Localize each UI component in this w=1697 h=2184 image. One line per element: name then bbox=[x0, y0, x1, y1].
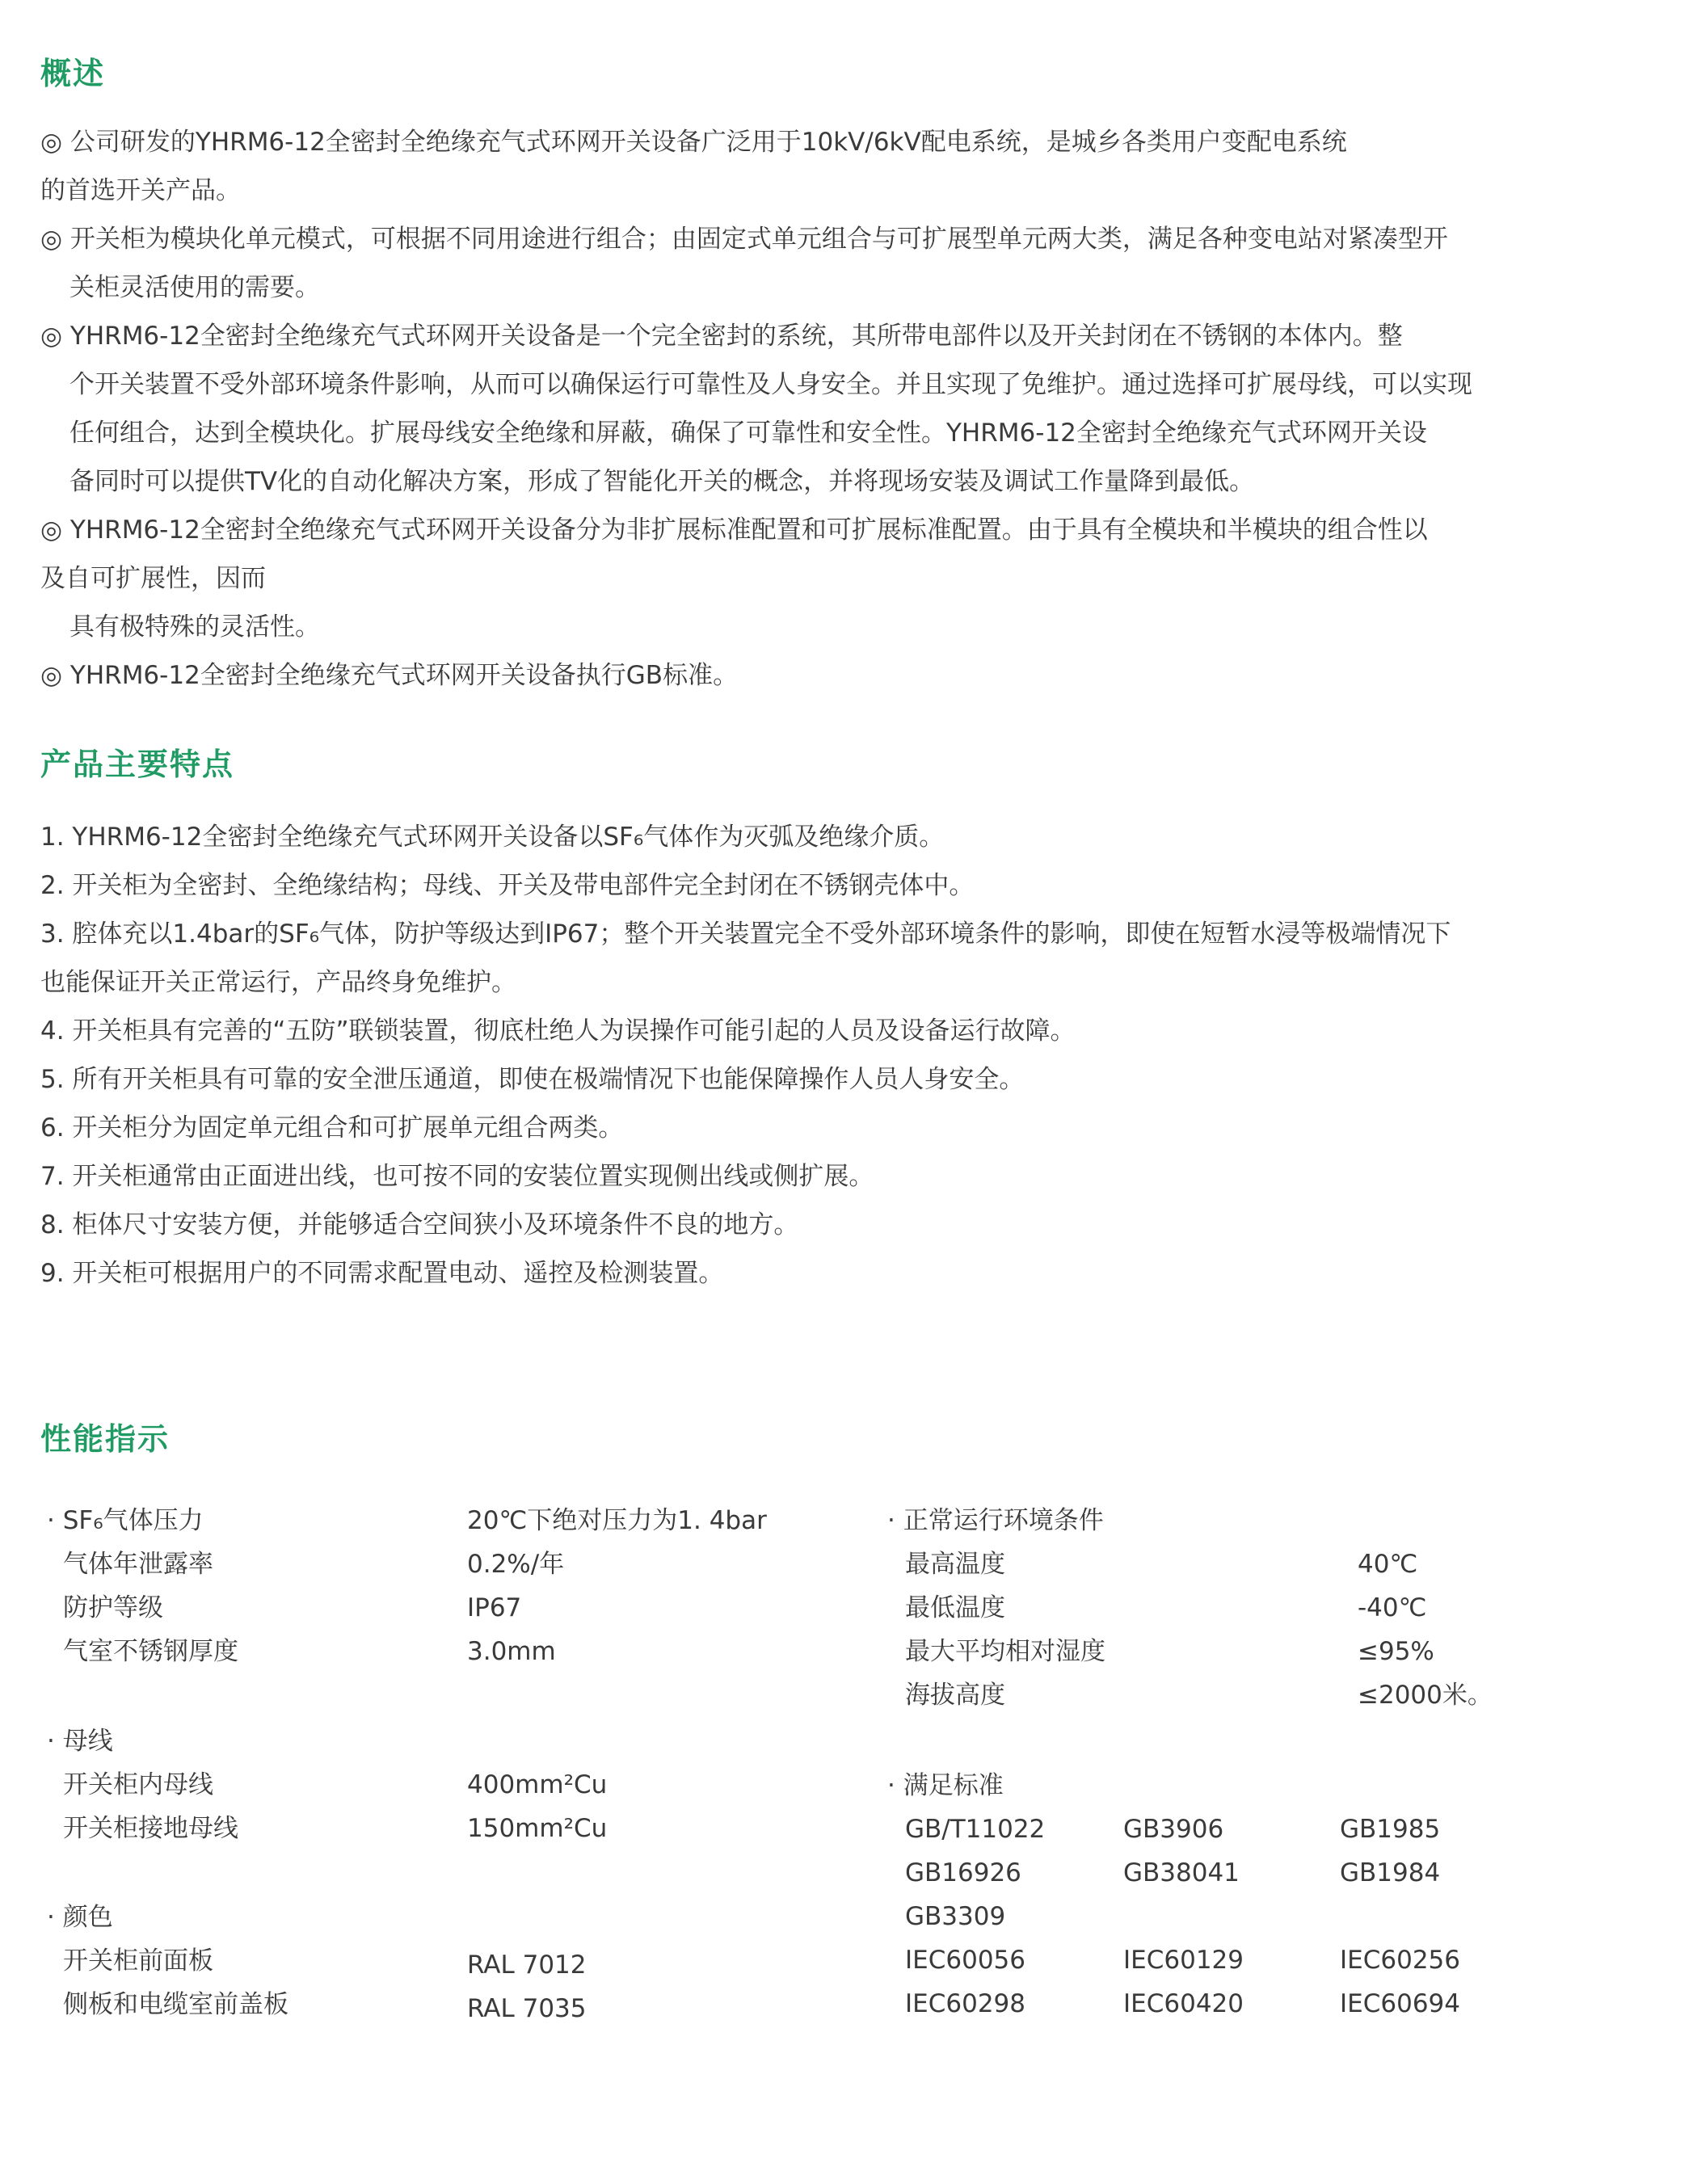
steel-thickness-value: 3.0mm bbox=[467, 1637, 556, 1666]
feature-line-9: 9. 开关柜可根据用户的不同需求配置电动、遥控及检测装置。 bbox=[40, 1259, 724, 1288]
feature-line-8: 8. 柜体尺寸安装方便，并能够适合空间狭小及环境条件不良的地方。 bbox=[40, 1210, 799, 1239]
feature-line-5: 5. 所有开关柜具有可靠的安全泄压通道，即使在极端情况下也能保障操作人员人身安全。 bbox=[40, 1065, 1025, 1094]
ground-busbar-value: 150mm²Cu bbox=[467, 1814, 608, 1843]
standard-item: IEC60298 bbox=[905, 1989, 1025, 2018]
gas-pressure-value: 20℃下绝对压力为1. 4bar bbox=[467, 1506, 767, 1535]
feature-line-6: 6. 开关柜分为固定单元组合和可扩展单元组合两类。 bbox=[40, 1113, 624, 1142]
gas-leak-label: 气体年泄露率 bbox=[63, 1550, 213, 1579]
overview-item-2-line-1: ◎ 开关柜为模块化单元模式，可根据不同用途进行组合；由固定式单元组合与可扩展型单元两大类，满足各种变电站对紧凑型开 bbox=[40, 225, 1448, 254]
overview-title: 概述 bbox=[40, 56, 106, 91]
inner-busbar-label: 开关柜内母线 bbox=[63, 1770, 213, 1799]
min-temp-value: -40℃ bbox=[1358, 1593, 1427, 1622]
features-title: 产品主要特点 bbox=[40, 747, 235, 782]
overview-item-3-line-3: 任何组合，达到全模块化。扩展母线安全绝缘和屏蔽，确保了可靠性和安全性。YHRM6-12全密封全绝缘充气式环网开关设 bbox=[69, 419, 1427, 448]
overview-item-3-line-2: 个开关装置不受外部环境条件影响，从而可以确保运行可靠性及人身安全。并且实现了免维护。通过选择可扩展母线，可以实现 bbox=[69, 370, 1472, 399]
altitude-label: 海拔高度 bbox=[905, 1681, 1005, 1710]
feature-line-3-cont: 也能保证开关正常运行，产品终身免维护。 bbox=[40, 968, 516, 997]
humidity-value: ≤95% bbox=[1358, 1637, 1434, 1666]
standard-item: IEC60256 bbox=[1340, 1946, 1460, 1975]
inner-busbar-value: 400mm²Cu bbox=[467, 1770, 608, 1799]
standard-item: IEC60420 bbox=[1123, 1989, 1244, 2018]
overview-item-1-line-1: ◎ 公司研发的YHRM6-12全密封全绝缘充气式环网开关设备广泛用于10kV/6kV配电系统，是城乡各类用户变配电系统 bbox=[40, 128, 1347, 157]
standard-item: GB/T11022 bbox=[905, 1815, 1046, 1844]
busbar-header: · 母线 bbox=[47, 1727, 113, 1756]
side-panel-label: 侧板和电缆室前盖板 bbox=[63, 1990, 288, 2019]
altitude-value: ≤2000米。 bbox=[1358, 1681, 1493, 1710]
feature-line-1: 1. YHRM6-12全密封全绝缘充气式环网开关设备以SF₆气体作为灭弧及绝缘介质。 bbox=[40, 823, 945, 852]
min-temp-label: 最低温度 bbox=[905, 1593, 1005, 1622]
color-header: · 颜色 bbox=[47, 1903, 113, 1932]
standard-item: GB1984 bbox=[1340, 1858, 1441, 1887]
protection-value: IP67 bbox=[467, 1593, 522, 1622]
side-panel-value: RAL 7035 bbox=[467, 1994, 587, 2023]
standard-item: IEC60129 bbox=[1123, 1946, 1244, 1975]
feature-line-4: 4. 开关柜具有完善的“五防”联锁装置，彻底杜绝人为误操作可能引起的人员及设备运行故障。 bbox=[40, 1016, 1076, 1046]
standard-item: GB3906 bbox=[1123, 1815, 1224, 1844]
overview-item-1-line-2: 的首选开关产品。 bbox=[40, 176, 241, 205]
feature-line-2: 2. 开关柜为全密封、全绝缘结构；母线、开关及带电部件完全封闭在不锈钢壳体中。 bbox=[40, 871, 975, 900]
standard-item: GB16926 bbox=[905, 1858, 1021, 1887]
overview-item-4-line-2: 及自可扩展性，因而 bbox=[40, 564, 266, 593]
overview-item-5-line-1: ◎ YHRM6-12全密封全绝缘充气式环网开关设备执行GB标准。 bbox=[40, 661, 739, 690]
standard-item: GB38041 bbox=[1123, 1858, 1240, 1887]
humidity-label: 最大平均相对湿度 bbox=[905, 1637, 1105, 1666]
max-temp-value: 40℃ bbox=[1358, 1550, 1418, 1579]
standard-item: IEC60056 bbox=[905, 1946, 1025, 1975]
front-panel-value: RAL 7012 bbox=[467, 1950, 587, 1980]
steel-thickness-label: 气室不锈钢厚度 bbox=[63, 1637, 238, 1666]
overview-item-4-line-3: 具有极特殊的灵活性。 bbox=[69, 612, 320, 642]
environment-header: · 正常运行环境条件 bbox=[887, 1506, 1104, 1535]
overview-item-2-line-2: 关柜灵活使用的需要。 bbox=[69, 273, 320, 302]
overview-item-4-line-1: ◎ YHRM6-12全密封全绝缘充气式环网开关设备分为非扩展标准配置和可扩展标准配置。由于具有全模块和半模块的组合性以 bbox=[40, 515, 1428, 545]
max-temp-label: 最高温度 bbox=[905, 1550, 1005, 1579]
front-panel-label: 开关柜前面板 bbox=[63, 1946, 213, 1976]
overview-item-3-line-4: 备同时可以提供TV化的自动化解决方案，形成了智能化开关的概念，并将现场安装及调试工作量降到最低。 bbox=[69, 467, 1255, 496]
feature-line-3: 3. 腔体充以1.4bar的SF₆气体，防护等级达到IP67；整个开关装置完全不受外部环境条件的影响，即使在短暂水浸等极端情况下 bbox=[40, 919, 1451, 949]
overview-item-3-line-1: ◎ YHRM6-12全密封全绝缘充气式环网开关设备是一个完全密封的系统，其所带电部件以及开关封闭在不锈钢的本体内。整 bbox=[40, 322, 1403, 351]
feature-line-7: 7. 开关柜通常由正面进出线，也可按不同的安装位置实现侧出线或侧扩展。 bbox=[40, 1162, 874, 1191]
standard-item: GB3309 bbox=[905, 1902, 1006, 1931]
ground-busbar-label: 开关柜接地母线 bbox=[63, 1814, 238, 1843]
gas-pressure-label: · SF₆气体压力 bbox=[47, 1506, 204, 1535]
protection-label: 防护等级 bbox=[63, 1593, 163, 1622]
standards-header: · 满足标准 bbox=[887, 1771, 1004, 1800]
standard-item: GB1985 bbox=[1340, 1815, 1441, 1844]
gas-leak-value: 0.2%/年 bbox=[467, 1550, 565, 1579]
standard-item: IEC60694 bbox=[1340, 1989, 1460, 2018]
performance-title: 性能指示 bbox=[40, 1421, 171, 1457]
